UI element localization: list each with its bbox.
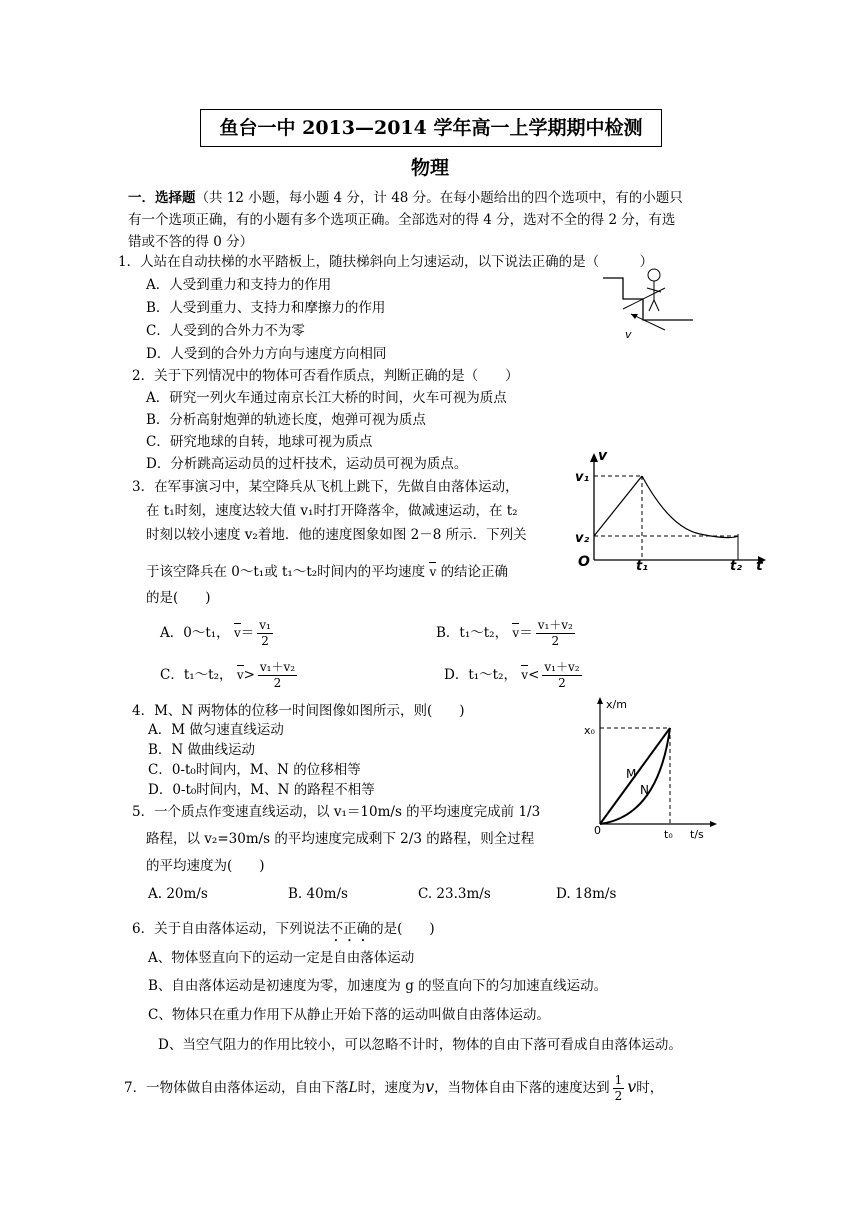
section-heading: 一．选择题 <box>128 190 196 206</box>
q5-option-c: C. 23.3m/s <box>418 886 491 902</box>
fraction-denominator: 2 <box>614 1089 623 1103</box>
fraction-numerator: v₁＋v₂ <box>544 660 580 674</box>
q4-option-c: C．0-t₀时间内，M、N 的位移相等 <box>148 762 361 778</box>
q4-option-d: D．0-t₀时间内，M、N 的路程不相等 <box>148 782 375 798</box>
q3-t2-label: t₂ <box>730 559 742 573</box>
q2-stem: 2．关于下列情况中的物体可否看作质点，判断正确的是（ ） <box>132 368 519 384</box>
q3-v1-label: v₁ <box>575 470 590 485</box>
q3-v2-label: v₂ <box>575 531 590 546</box>
q5-line1: 5．一个质点作变速直线运动，以 v₁＝10m/s 的平均速度完成前 1/3 <box>132 804 541 820</box>
q3-opt-d-relation: < <box>528 667 540 683</box>
q4-origin-label: 0 <box>594 824 601 837</box>
fraction-numerator: v₁＋v₂ <box>537 618 573 632</box>
mean-velocity-symbol: v <box>512 622 519 640</box>
q6-option-b: B、自由落体运动是初速度为零，加速度为 g 的竖直向下的匀加速直线运动。 <box>148 978 608 994</box>
q7-v: v <box>425 1077 435 1096</box>
q6-option-d: D、当空气阻力的作用比较小，可以忽略不计时，物体的自由下落可看成自由落体运动。 <box>158 1037 682 1053</box>
q4-displacement-graph <box>578 696 718 842</box>
q4-x0-label: x₀ <box>584 724 595 737</box>
q3-opt-d-fraction <box>542 660 581 691</box>
q3-line2: 在 t₁时刻，速度达较大值 v₁时打开降落伞，做减速运动，在 t₂ <box>146 503 518 519</box>
q6-stem-b: 的是( ) <box>370 921 435 937</box>
q6-option-a: A、物体竖直向下的运动一定是自由落体运动 <box>148 950 415 966</box>
q7-text-b: 时，速度为 <box>357 1080 426 1096</box>
q3-line4b: 的结论正确 <box>440 564 509 580</box>
subject-title: 物理 <box>410 157 449 179</box>
q7-L: L <box>348 1080 358 1096</box>
q3-velocity-graph <box>570 448 770 573</box>
velocity-label: v <box>625 328 632 341</box>
q5-option-b: B. 40m/s <box>288 886 348 902</box>
q2-option-a: A．研究一列火车通过南京长江大桥的时间，火车可视为质点 <box>146 390 507 406</box>
q3-t1-label: t₁ <box>636 559 648 573</box>
q3-opt-b-label: B．t₁～t₂， <box>436 625 509 641</box>
q1-option-b: B．人受到重力、支持力和摩擦力的作用 <box>146 300 386 316</box>
q1-option-c: C．人受到的合外力不为零 <box>146 323 305 339</box>
mean-velocity-symbol: v <box>521 664 528 682</box>
section-intro-line1 <box>128 186 683 206</box>
q6-stem-a: 6．关于自由落体运动，下列说法 <box>132 921 330 937</box>
q4-stem: 4．M、N 两物体的位移一时间图像如图所示，则( ) <box>132 703 465 719</box>
mean-velocity-symbol: v <box>429 561 436 579</box>
q5-line2: 路程，以 v₂=30m/s 的平均速度完成剩下 2/3 的路程，则全过程 <box>146 831 535 847</box>
q2-option-d: D．分析跳高运动员的过杆技术，运动员可视为质点。 <box>146 456 468 472</box>
fraction-denominator: 2 <box>551 634 560 648</box>
q3-line4a: 于该空降兵在 0～t₁或 t₁～t₂时间内的平均速度 <box>146 564 426 580</box>
q3-opt-b-fraction <box>536 618 575 649</box>
q3-v-axis-label: v <box>598 448 608 464</box>
q6-option-c: C、物体只在重力作用下从静止开始下落的运动叫做自由落体运动。 <box>148 1007 550 1023</box>
fraction-denominator: 2 <box>273 676 282 690</box>
q3-opt-c-label: C．t₁～t₂， <box>160 667 233 683</box>
fraction-denominator: 2 <box>261 634 269 648</box>
intro-text-2: 有一个选项正确，有的小题有多个选项正确。全部选对的得 4 分，选对不全的得 2 分，有选 <box>128 212 676 228</box>
exam-title: 鱼台一中 2013—2014 学年高一上学期期中检测 <box>200 109 662 147</box>
q3-option-c <box>160 660 300 691</box>
q2-option-c: C．研究地球的自转，地球可视为质点 <box>146 434 373 450</box>
q7-fraction <box>613 1073 625 1104</box>
q7-text-a: 7．一物体做自由落体运动，自由下落 <box>124 1080 349 1096</box>
q7-line <box>124 1073 663 1104</box>
q5-line3: 的平均速度为( ) <box>146 858 265 874</box>
q3-option-b <box>436 618 578 649</box>
q3-option-d <box>444 660 585 691</box>
q3-origin-label: O <box>578 554 590 570</box>
q7-text-c: ，当物体自由下落的速度达到 <box>434 1080 610 1096</box>
q3-line1: 3．在军事演习中，某空降兵从飞机上跳下，先做自由落体运动， <box>132 479 519 495</box>
q3-line4 <box>146 560 508 580</box>
q4-y-axis-label: x/m <box>606 698 627 711</box>
q4-n-label: N <box>640 783 649 797</box>
fraction-denominator: 2 <box>558 676 566 690</box>
q4-m-label: M <box>626 767 637 781</box>
q3-line3: 时刻以较小速度 v₂着地．他的速度图象如图 2－8 所示．下列关 <box>146 527 527 543</box>
q3-t-axis-label: t <box>756 558 763 573</box>
q7-v2: v <box>627 1077 637 1096</box>
mean-velocity-symbol: v <box>237 664 244 682</box>
q2-option-b: B．分析高射炮弹的轨迹长度，炮弹可视为质点 <box>146 412 426 428</box>
mean-velocity-symbol: v <box>234 622 241 640</box>
intro-text-1: （共 12 小题，每小题 4 分，计 48 分。在每小题给出的四个选项中，有的小题只 <box>195 190 683 206</box>
q4-t0-label: t₀ <box>664 828 673 841</box>
q3-opt-a-relation: ＝ <box>240 625 255 641</box>
q3-opt-a-fraction <box>257 618 273 649</box>
fraction-numerator: v₁＋v₂ <box>259 660 296 674</box>
escalator-figure <box>595 266 705 346</box>
fraction-numerator: v₁ <box>259 618 271 632</box>
q4-option-b: B．N 做曲线运动 <box>148 742 256 758</box>
q6-stem <box>132 917 435 945</box>
fraction-numerator: 1 <box>614 1073 623 1087</box>
q1-option-a: A．人受到重力和支持力的作用 <box>146 277 332 293</box>
q3-opt-c-fraction <box>258 660 297 691</box>
q3-line5: 的是( ) <box>146 590 211 606</box>
q3-opt-b-relation: ＝ <box>519 625 533 641</box>
intro-text-3: 错或不答的得 0 分） <box>128 234 254 250</box>
q1-stem: 1．人站在自动扶梯的水平踏板上，随扶梯斜向上匀速运动，以下说法正确的是（ ） <box>118 254 654 270</box>
q5-option-a: A. 20m/s <box>148 886 208 902</box>
q6-stem-emphasis: 不正确 <box>329 921 371 937</box>
q5-option-d: D. 18m/s <box>556 886 617 902</box>
q3-opt-d-label: D．t₁～t₂， <box>444 667 517 683</box>
q4-x-axis-label: t/s <box>690 828 704 841</box>
q7-text-d: 时， <box>636 1080 664 1096</box>
q3-opt-c-relation: > <box>243 667 255 683</box>
q3-opt-a-label: A．0～t₁， <box>160 625 230 641</box>
q4-option-a: A．M 做匀速直线运动 <box>148 722 284 738</box>
q3-option-a <box>160 618 276 649</box>
q1-option-d: D．人受到的合外力方向与速度方向相同 <box>146 346 387 362</box>
